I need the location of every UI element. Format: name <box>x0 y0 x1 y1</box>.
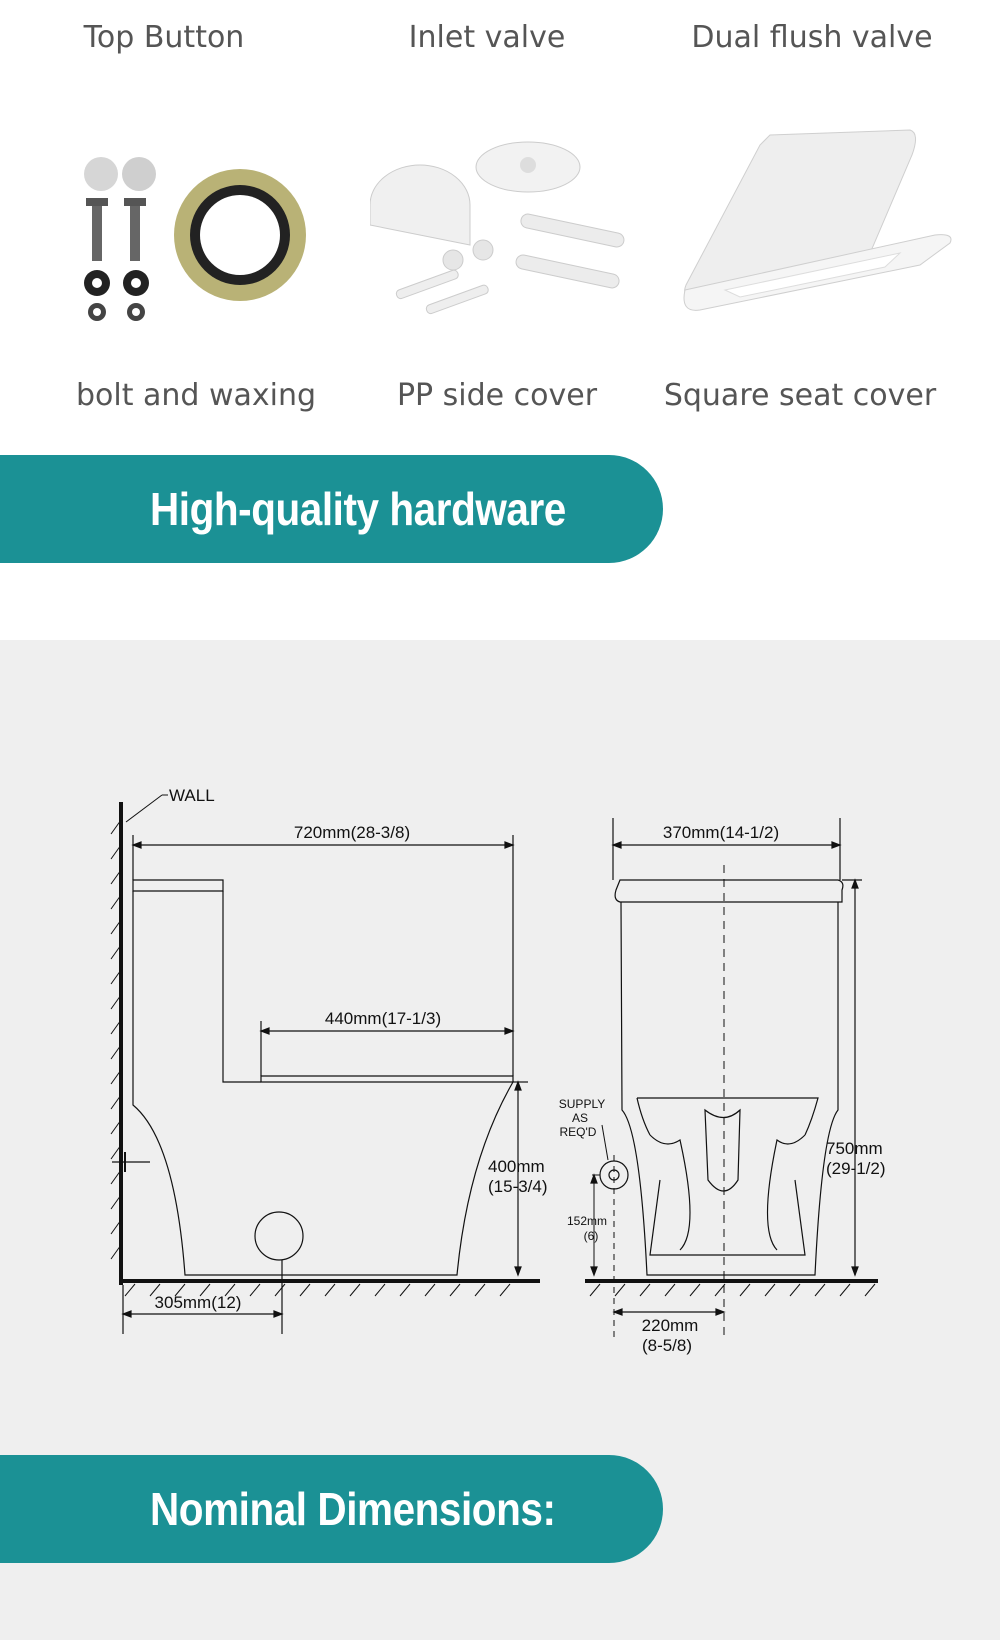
label-dual-flush-valve: Dual flush valve <box>691 20 933 55</box>
supply-label-line2: AS <box>571 1111 589 1125</box>
dim-seat-height-mm: 400mm <box>488 1157 545 1176</box>
dim-rough-in: 305mm(12) <box>154 1293 242 1312</box>
front-floor-hatching <box>590 1284 875 1296</box>
label-top-button: Top Button <box>83 20 245 55</box>
dim-height-mm: 750mm <box>826 1139 883 1158</box>
dim-supply-offset-in: (8-5/8) <box>641 1336 693 1355</box>
dim-height-in: (29-1/2) <box>826 1159 886 1178</box>
label-square-seat-cover: Square seat cover <box>663 378 937 413</box>
label-bolt-and-waxing: bolt and waxing <box>75 378 317 413</box>
wall-label: WALL <box>169 786 215 805</box>
dim-supply-height-in: (6) <box>583 1229 599 1243</box>
dim-overall-length: 720mm(28-3/8) <box>293 823 411 842</box>
supply-label-line3: REQ'D <box>559 1125 597 1139</box>
dim-width: 370mm(14-1/2) <box>662 823 780 842</box>
dimensions-banner <box>0 1455 663 1563</box>
dim-seat-height-in: (15-3/4) <box>488 1177 548 1196</box>
dim-bowl-length: 440mm(17-1/3) <box>324 1009 442 1028</box>
label-pp-side-cover: PP side cover <box>396 378 598 413</box>
supply-label-line1: SUPPLY <box>558 1097 606 1111</box>
dim-supply-offset-mm: 220mm <box>641 1316 699 1335</box>
hardware-banner-title: High-quality hardware <box>150 483 566 535</box>
dim-supply-height-mm: 152mm <box>566 1214 608 1228</box>
dimensions-banner-title: Nominal Dimensions: <box>150 1483 556 1535</box>
label-inlet-valve: Inlet valve <box>408 20 566 55</box>
